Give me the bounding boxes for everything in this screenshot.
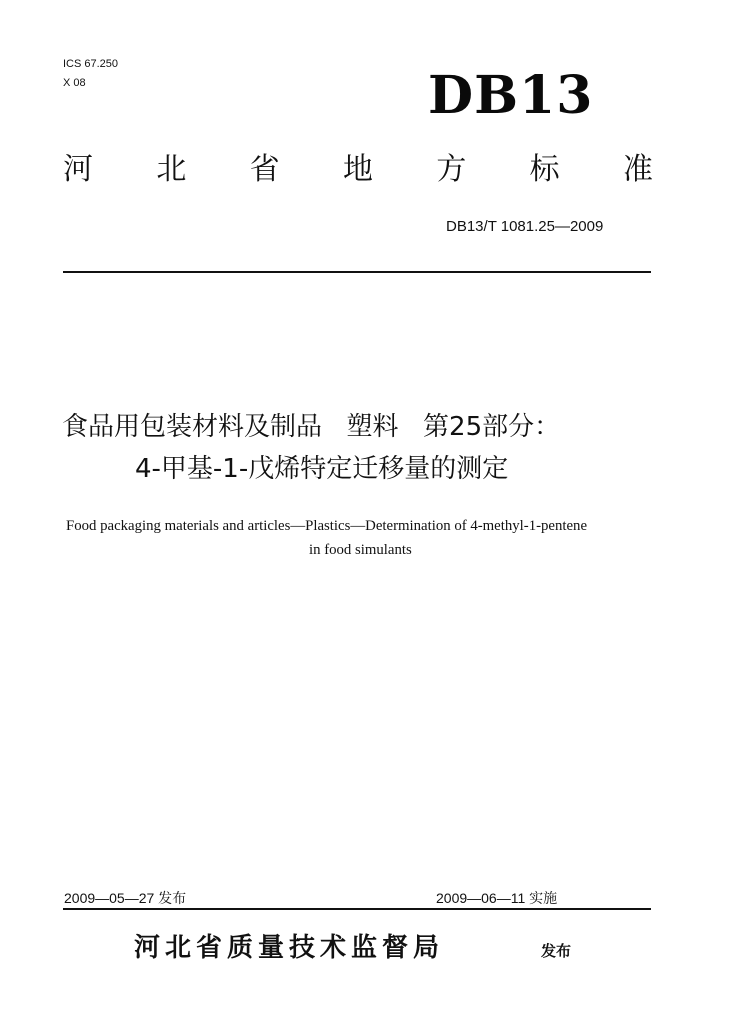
title-chinese-line-1: 食品用包装材料及制品 塑料 第25部分： (62, 412, 561, 442)
standard-type (63, 150, 653, 190)
title-english-line-1: Food packaging materials and articles—Plastics—Determination of 4-methyl-1-pentene (66, 518, 588, 534)
standard-code: DB13/T 1081.25—2009 (446, 218, 604, 235)
standard-type-char: 地 (342, 152, 373, 187)
ics-code: ICS 67.250 (63, 58, 119, 70)
standard-type-char: 河 (63, 152, 93, 187)
standard-type-char: 准 (622, 152, 653, 187)
standard-type-char: 北 (156, 152, 187, 187)
footer-divider (63, 908, 651, 910)
standard-type-char: 省 (249, 152, 280, 187)
standard-type-char: 方 (436, 152, 467, 187)
title-chinese-line-2: 4-甲基-1-戊烯特定迁移量的测定 (135, 454, 509, 484)
publisher-name: 河北省质量技术监督局 (134, 933, 445, 963)
standard-type-char: 标 (529, 152, 560, 187)
classification-code: X 08 (63, 77, 86, 89)
title-english-line-2: in food simulants (309, 542, 412, 558)
header-divider (63, 271, 651, 273)
publisher-action: 发布 (541, 942, 572, 960)
db13-logo: DB13 (428, 65, 594, 126)
issue-date: 2009—05—27 发布 (64, 890, 187, 906)
implementation-date: 2009—06—11 实施 (436, 890, 558, 906)
